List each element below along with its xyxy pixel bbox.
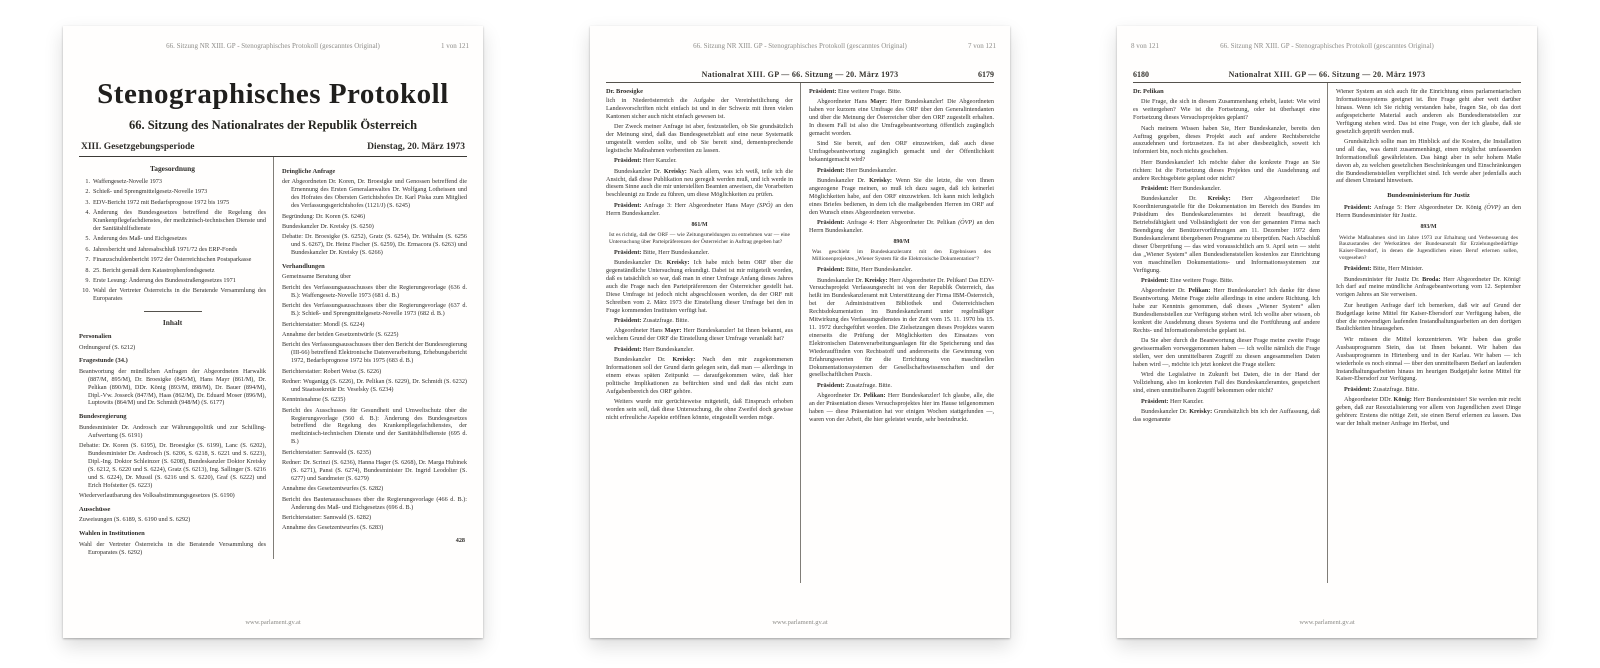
- scan-session-title: Nationalrat XIII. GP — 66. Sitzung — 20. März 1973: [1228, 70, 1426, 79]
- speaker-name: Dr. Broesigke: [606, 88, 643, 95]
- paragraph: Wird die Legislative in Zukunft bei Daten, die in der Hand der Vollziehung, also im konkreten Fall des Bundeskanzleramtes, gespeichert sind, einen unmittelbaren Zugriff bekommen oder nicht?: [1133, 371, 1320, 395]
- paragraph: Der Zweck meiner Anfrage ist aber, festzustellen, ob Sie grundsätzlich der Meinung sind, daß das Bundesgesetzblatt auf eine neue Systematik umgestellt werden sollte, und ob Sie bereit sind, dementsprechende legistische Maßnahmen vorbereiten zu lassen.: [606, 123, 793, 154]
- ministry-heading: Bundesministerium für Justiz: [1387, 192, 1470, 200]
- question-number: 861/M: [691, 221, 708, 228]
- paragraph: Redner: Dr. Scrinzi (S. 6236), Hanna Hager (S. 6268), Dr. Marga Hubinek (S. 6271), Pansi (S. 6274), Bundesminister Dr. Ingrid Leodolter (S. 6277) und Sandmeier (S. 6279): [282, 459, 467, 482]
- paragraph: Begründung: Dr. Koren (S. 6246): [282, 212, 366, 220]
- section-heading: Tagesordnung: [150, 164, 195, 173]
- paragraph: Präsident: Herr Bundeskanzler.: [614, 345, 694, 353]
- paragraph: Bundeskanzler Dr. Kreisky: Nach den mir zugekommenen Informationen soll der Grund darin gelegen sein, daß man — allerdings in einem etwas späten Zeitpunkt — daraufgekommen wäre, daß hier politische Implikationen zu befürchten sind und daß das nicht zum Aufgabenbereich des ORF gehöre.: [606, 356, 793, 395]
- footer-url: www.parlament.gv.at: [772, 619, 828, 626]
- agenda-item: 5. Änderung des Maß- und Eichgesetzes: [85, 235, 187, 243]
- paragraph: Präsident: Zusatzfrage. Bitte.: [614, 317, 689, 325]
- paragraph: Bundesminister für Justiz Dr. Broda: Herr Abgeordneter Dr. König! Ich darf auf meine mündliche Anfragebeantwortung vom 12. September vorigen Jahres an Sie verweisen.: [1336, 275, 1521, 299]
- paragraph: Debatte: Dr. Broesigke (S. 6252), Gratz (S. 6254), Dr. Withalm (S. 6256 und S. 6267), Dr. Heinz Fischer (S. 6259), Dr. Ermacora (S. 6263) und Bundeskanzler Dr. Kreisky (S. 6266): [282, 233, 467, 257]
- document-title: Stenographisches Protokoll: [97, 78, 449, 110]
- scan-session-title: Nationalrat XIII. GP — 66. Sitzung — 20. März 1973: [701, 70, 899, 79]
- subsection-heading: Verhandlungen: [282, 263, 325, 271]
- paragraph: Die Frage, die sich in diesem Zusammenhang erhebt, lautet: Wie wird es weitergehen? Wie ist die Fortsetzung, oder ist überhaupt eine Fortsetzung dieses Versuchsprojektes geplant?: [1133, 98, 1320, 122]
- subsection-heading: Bundesregierung: [79, 413, 127, 421]
- paragraph: Abgeordneter Hans Mayr: Herr Bundeskanzler! Die Abgeordneten haben vor kurzem eine Umfrage des ORF über den Generalintendanten und über die Meinung der Österreicher über den ORF zugestellt erhalten. In diesem Fall ist also die Umfragebeantwortung öffentlich zugänglich gemacht worden.: [809, 98, 994, 138]
- scan-page-number-right: 6179: [978, 70, 994, 79]
- paragraph: Bericht des Verfassungsausschusses über die Regierungsvorlage (637 d. B.): Schieß- und Sprengmittelgesetz-Novelle 1973 (682 d. B.): [282, 302, 467, 318]
- question-text: Ist es richtig, daß der ORF — wie Zeitungsmeldungen zu entnehmen war — eine Untersuchung über Parteipräferenzen der Österreicher in Auftrag gegeben hat?: [609, 232, 790, 245]
- paragraph: Wir müssen die Mittel konzentrieren. Wir haben das große Ausbauprogramm Stein, das ist Ihnen bekannt. Wir haben das Ausbauprogramm in Hirtenberg und in der Karlau. Wir haben — ich wiederhole es noch einmal — über den unmittelbaren Bedarf an laufenden Instandhaltungsarbeiten hinaus im heurigen Budgetjahr keine Mittel für Kaiser-Ebersdorf zur Verfügung.: [1336, 335, 1521, 383]
- agenda-item: 9. Erste Lesung: Änderung des Bundesstraßengesetzes 1971: [85, 276, 236, 284]
- paragraph: Wahl der Vertreter Österreichs in die Beratende Versammlung des Europarates (S. 6292): [79, 540, 266, 556]
- paragraph: Wiener System an sich auch für die Einrichtung eines parlamentarischen Informationssystems geeignet ist. Ihre Frage geht aber weit darüber hinaus. Wenn ich Sie richtig verstanden habe, fragen Sie, ob das dort aufgespeicherte Material auch anderen als Bundesdienststellen zur Verfügung stehen wird. Das ist eine Frage, von der ich glaube, daß sie gesetzlich geprüft werden muß.: [1336, 88, 1521, 135]
- paragraph: Bundeskanzler Dr. Kreisky: Herr Abgeordneter! Die Koordinierungsstelle für die Dokumentation im Bereich des Bundes im Präsidium des Bundeskanzleramtes ist derzeit beauftragt, die Betriebsfähigkeit und Vollständigkeit der von der genannten Firma nach Beendigung der Benützervorführungen am 11. Dezember 1972 dem Bundeskanzleramt übergebenen Programme zu überprüfen. Nach Abschluß dieser Überprüfung — das wird voraussichtlich am 9. April sein — steht das „Wiener System“ allen Bundesdienststellen kostenlos zur Einrichtung von maschinellen Dokumentations- und Informationssystemen zur Verfügung.: [1133, 195, 1320, 274]
- paragraph: Abgeordneter Dr. Pelikan: Herr Bundeskanzler! Ich danke für diese Beantwortung. Meine Frage zielte allerdings in eine andere Richtung. Ich habe zur Kenntnis genommen, daß dieses „Wiener System“ allen Bundesdienststellen zur Verfügung stehen wird. Ich wollte aber wissen, ob konkret die Ausdehnung dieses Systems und die Fortführung auf andere Rechts- und Informationsbereiche geplant ist.: [1133, 287, 1320, 334]
- paragraph: Präsident: Herr Bundeskanzler.: [817, 166, 897, 174]
- page-2: [590, 26, 1010, 638]
- page-counter: 1 von 121: [441, 42, 469, 50]
- column-right: [1327, 83, 1521, 583]
- page-1-header: [77, 42, 469, 50]
- question-number: 893/M: [1420, 224, 1437, 231]
- agenda-item: 3. EDV-Bericht 1972 mit Bedarfsprognose 1972 bis 1975: [85, 198, 230, 206]
- question-text: Welche Maßnahmen sind im Jahre 1973 zur Erhaltung und Verbesserung des Bauzustandes der Werkstätten der Bundesanstalt für Erziehungsbedürftige Kaiser-Ebersdorf, in denen die Jugendlichen einen Beruf erlernen sollen, vorgesehen?: [1339, 234, 1518, 262]
- subsection-heading: Ausschüsse: [79, 505, 111, 513]
- header-title: 66. Sitzung NR XIII. GP - Stenographisches Protokoll (gescanntes Original): [166, 42, 380, 50]
- paragraph: Bundesminister Dr. Androsch zur Währungspolitik und zur Schilling-Aufwertung (S. 6191): [79, 423, 266, 439]
- agenda-item: 1. Waffengesetz-Novelle 1973: [85, 177, 162, 185]
- paragraph: Bundeskanzler Dr. Kreisky: Ich habe mich beim ORF über die gegenständliche Untersuchung erkundigt. Dabei ist mir mitgeteilt worden, daß es tatsächlich so war, daß man in einer Umfrage Anfang dieses Jahres auch die Frage nach den Parteipräferenzen der Österreicher gestellt hat. Diese Umfrage ist jedoch nicht abgeschlossen worden, da der ORF mit Schreiben vom 2. März 1973 die Einstellung dieser Umfrage bei den in Frage kommenden Instituten verfügt hat.: [606, 259, 793, 314]
- session-date: Dienstag, 20. März 1973: [367, 142, 465, 152]
- subsection-heading: Fragestunde (34.): [79, 357, 128, 365]
- paragraph: Berichterstatter: Mondl (S. 6224): [282, 320, 365, 328]
- paragraph: Präsident: Eine weitere Frage. Bitte.: [809, 88, 902, 95]
- column-right: [800, 83, 994, 583]
- paragraph: Kenntnisnahme (S. 6235): [282, 396, 346, 404]
- paragraph: Bericht des Bautenausschusses über die Regierungsvorlage (466 d. B.): Änderung des Maß- und Eichgesetzes (696 d. B.): [282, 495, 467, 511]
- paragraph: Annahme der beiden Gesetzentwürfe (S. 6225): [282, 330, 399, 338]
- paragraph: Präsident: Herr Bundeskanzler.: [1141, 184, 1221, 192]
- column-left: [1133, 83, 1327, 583]
- paragraph: Redner: Wuganigg (S. 6226), Dr. Pelikan (S. 6229), Dr. Schmidt (S. 6232) und Staatssekretär Dr. Veselsky (S. 6234): [282, 377, 467, 393]
- agenda-list: [79, 178, 266, 303]
- paragraph: Bundeskanzler Dr. Kreisky: Grundsätzlich bin ich der Auffassung, daß das sogenannte: [1133, 408, 1320, 423]
- page-2-columns: [606, 83, 994, 583]
- agenda-item: 7. Finanzschuldenbericht 1972 der Österreichischen Postsparkasse: [85, 256, 252, 264]
- agenda-item: 2. Schieß- und Sprengmittelgesetz-Novelle 1973: [85, 188, 208, 196]
- paragraph: Herr Bundeskanzler! Ich möchte daher die konkrete Frage an Sie richten: Ist die Fortsetzung dieses Projektes und die Ausdehnung auf andere Rechtsgebiete geplant oder nicht?: [1133, 158, 1320, 182]
- footer-url: www.parlament.gv.at: [245, 619, 301, 626]
- question-text: Was geschieht im Bundeskanzleramt mit den Ergebnissen des Millionenprojektes „Wiener System für die Elektronische Dokumentation“?: [812, 249, 991, 263]
- agenda-item: 4. Änderung des Bundesgesetzes betreffend die Regelung des Krankenpflegefachdienstes, der medizinisch-technischen Dienste und der Sanitätshilfsdienste: [85, 209, 266, 232]
- page-3-header: [1131, 42, 1523, 50]
- divider-rule: [144, 311, 202, 312]
- paragraph: Bericht des Verfassungsausschusses über die Regierungsvorlage (636 d. B.): Waffengesetz-Novelle 1973 (681 d. B.): [282, 283, 467, 299]
- paragraph: Zuweisungen (S. 6189, S. 6190 und S. 6292): [79, 516, 191, 524]
- paragraph: Nach meinem Wissen haben Sie, Herr Bundeskanzler, bereits den Auftrag gegeben, dieses Projekt auch auf andere Rechtsbereiche auszudehnen und fortzusetzen. Es ist aber diesbezüglich, soweit ich informiert bin, noch nichts geschehen.: [1133, 124, 1320, 156]
- paragraph: Debatte: Dr. Koren (S. 6195), Dr. Broesigke (S. 6199), Lanc (S. 6202), Bundesminister Dr. Androsch (S. 6206, S. 6218, S. 6221 und S. 6223), Dipl.-Ing. Doktor Schleinzer (S. 6208), Bundeskanzler Doktor Kreisky (S. 6212, S. 6220 und S. 6224), Gratz (S. 6213), Ing. Sallinger (S. 6216 und S. 6224), Dr. Mussil (S. 6216 und S. 6220), Graf (S. 6222) und Erich Hofstetter (S. 6223): [79, 442, 266, 489]
- legislature-period: XIII. Gesetzgebungsperiode: [81, 142, 195, 152]
- paragraph: Präsident: Bitte, Herr Bundeskanzler.: [817, 266, 913, 274]
- paragraph: Präsident: Eine weitere Frage. Bitte.: [1141, 276, 1234, 284]
- paragraph: Ordnungsruf (S. 6212): [79, 343, 136, 351]
- agenda-item: 6. Jahresbericht und Jahresabschluß 1971/72 des ERP-Fonds: [85, 245, 238, 253]
- scan-page-number-left: 6180: [1133, 70, 1149, 79]
- paragraph: Präsident: Zusatzfrage. Bitte.: [817, 381, 892, 389]
- sheet-number: 428: [455, 537, 465, 545]
- paragraph: Präsident: Zusatzfrage. Bitte.: [1344, 385, 1419, 393]
- document-subtitle: 66. Sitzung des Nationalrates der Republik Österreich: [128, 118, 418, 132]
- subsection-heading: Wahlen in Institutionen: [79, 530, 145, 538]
- header-title: 66. Sitzung NR XIII. GP - Stenographisches Protokoll (gescanntes Original): [1220, 42, 1434, 50]
- paragraph: Abgeordneter DDr. König: Herr Bundesminister! Sie werden mir recht geben, daß zur Resozialisierung vor allem von Jugendlichen zwei Dinge gehören: Erstens die nötige Zeit, sie einen Beruf erlernen zu lassen. Das war der Inhalt meiner Anfrage im Herbst, und: [1336, 396, 1521, 427]
- subsection-heading: Dringliche Anfrage: [282, 168, 336, 175]
- paragraph: Bericht des Ausschusses für Gesundheit und Umweltschutz über die Regierungsvorlage (560 d. B.): Änderung des Bundesgesetzes betreffend die Regelung des Krankenpflegefachdienstes, der medizinisch-technischen Dienste und der Sanitätshilfsdienste (695 d. B.): [282, 406, 467, 446]
- agenda-item: 8. 25. Bericht gemäß dem Katastrophenfondsgesetz: [85, 266, 215, 274]
- page-counter: 7 von 121: [968, 42, 996, 50]
- paragraph: Bundeskanzler Dr. Kreisky: Nach allem, was ich weiß, teile ich die Ansicht, daß diese Publikation neu geregelt werden muß, und ich werde in diesem Sinne auch die mir unterstellten Beamten anweisen, die Vorarbeiten beschleunigt zu Ende zu führen, um diese Möglichkeiten zu prüfen.: [606, 167, 793, 199]
- paragraph: lich in Niederösterreich die Aufgabe der Vereinheitlichung der Landesvorschriften nicht einfach ist und in der Schweiz mit ihren vielen Kantonen sicher auch nicht einfach gewesen ist.: [606, 96, 793, 120]
- page-counter: 8 von 121: [1131, 42, 1159, 50]
- column-right: [273, 157, 467, 559]
- paragraph: Da Sie aber durch die Beantwortung dieser Frage meine zweite Frage gewissermaßen vorweggenommen haben — ich wollte nämlich die Frage stellen, wer den unmittelbaren Zugriff zu diesen angesammelten Daten haben wird —, möchte ich jetzt konkret die Frage stellen:: [1133, 337, 1320, 368]
- paragraph: Beantwortung der mündlichen Anfragen der Abgeordneten Harwalik (887/M, 895/M), Dr. Broesigke (845/M), Hans Mayr (861/M), Dr. Pelikan (890/M), DDr. König (893/M, 898/M), Dr. Bauer (894/M), Dipl.-Vw. Josseck (847/M), Haas (862/M), Dr. Eduard Moser (896/M), Luptowits (864/M) und Dr. Schmidt (948/M) (S. 6177): [79, 367, 266, 407]
- question-number: 890/M: [893, 238, 910, 245]
- paragraph: Präsident: Herr Kanzler.: [614, 157, 677, 165]
- subsection-heading: Personalien: [79, 333, 112, 341]
- paragraph: Berichterstatter: Robert Weisz (S. 6226): [282, 367, 382, 375]
- page-1: [63, 26, 483, 638]
- paragraph: Zur heutigen Anfrage darf ich bemerken, daß wir auf Grund der Budgetlage keine Mittel für Kaiser-Ebersdorf zur Verfügung haben, die über die notwendigen laufenden Instandhaltungsarbeiten an den dortigen Baulichkeiten hinausgehen.: [1336, 301, 1521, 333]
- paragraph: Berichterstatter: Samwald (S. 6235): [282, 448, 372, 456]
- paragraph: Gemeinsame Beratung über: [282, 273, 352, 281]
- paragraph: Bundeskanzler Dr. Kreisky (S. 6250): [282, 222, 374, 230]
- header-title: 66. Sitzung NR XIII. GP - Stenographisches Protokoll (gescanntes Original): [693, 42, 907, 50]
- paragraph: Annahme des Gesetzentwurfes (S. 6283): [282, 524, 384, 532]
- scan-header: [1133, 70, 1521, 83]
- paragraph: Wiederverlautbarung des Volksabstimmungsgesetzes (S. 6190): [79, 492, 235, 499]
- paragraph: Bundeskanzler Dr. Kreisky: Herr Abgeordneter Dr. Pelikan! Das EDV-Versuchsprojekt Verfassungsrecht ist von der Republik Österreich, das heißt im Bundeskanzleramt mit Unterstützung der Firma IBM-Österreich, bei der Administrativen Bibliothek und Österreichischen Rechtsdokumentation im Bundeskanzleramt unter regelmäßiger Mitwirkung des Verfassungsdienstes in der Zeit vom 15. 11. 1970 bis 15. 11. 1972 durchgeführt worden. Die Zielsetzungen dieses Projektes waren einerseits die Prüfung der Möglichkeiten des Einsatzes von Elektronischen Datenverarbeitungsanlagen für die Speicherung und das Wiederauffinden von Rechtsstoff und andererseits die Gewinnung von Erfahrungswerten für die Errichtung von maschinellen Dokumentationssystemen der Gesellschaftswissenschaften und der gesellschaftlichen Praxis.: [809, 276, 994, 379]
- paragraph: Präsident: Bitte, Herr Minister.: [1344, 265, 1424, 273]
- paragraph: Abgeordneter Dr. Pelikan: Herr Bundeskanzler! Ich glaube, alle, die an der Präsentation dieses Versuchsprojektes hier im Hause teilgenommen haben — diese Präsentation hat vor einigen Wochen stattgefunden —, waren von der Arbeit, die hier geleistet wurde, sehr beeindruckt.: [809, 392, 994, 423]
- page-3-columns: [1133, 83, 1521, 583]
- paragraph: Präsident: Bitte, Herr Bundeskanzler.: [614, 248, 710, 256]
- paragraph: Präsident: Herr Kanzler.: [1141, 397, 1204, 405]
- paragraph: Weiters wurde mir gerüchteweise mitgeteilt, daß Einspruch erhoben worden sein soll, daß diese Untersuchung, die ohne Zweifel doch gewisse nicht erfreuliche Aspekte eröffnen könnte, eingestellt werden möge.: [606, 398, 793, 422]
- column-left: [606, 83, 800, 583]
- scan-header: [606, 70, 994, 83]
- paragraph: Grundsätzlich sollte man im Hinblick auf die Kosten, die Installation und all das, was damit zusammenhängt, einen möglichst umfassenden Informationsfluß gewährleisten. Das hängt aber in sehr hohem Maße davon ab, zu welchen gesetzlichen Beschränkungen und Einschränkungen die Bundesdienststellen verpflichtet sind. Ich werde aber jedenfalls auch auf diesen Umstand hinweisen.: [1336, 137, 1521, 185]
- paragraph: Präsident: Anfrage 3: Herr Abgeordneter Hans Mayr (SPÖ) an den Herrn Bundeskanzler.: [606, 201, 793, 217]
- paragraph: Präsident: Anfrage 4: Herr Abgeordneter Dr. Pelikan (ÖVP) an den Herrn Bundeskanzler.: [809, 219, 994, 234]
- agenda-item: 10. Wahl der Vertreter Österreichs in die Beratende Versammlung des Europarates: [82, 287, 266, 303]
- paragraph: Sind Sie bereit, auf den ORF einzuwirken, daß auch diese Umfragebeantwortung zugänglich gemacht und der Öffentlichkeit bekanntgemacht wird?: [809, 140, 994, 164]
- section-heading: Inhalt: [162, 318, 183, 328]
- page-2-header: [604, 42, 996, 50]
- paragraph: der Abgeordneten Dr. Koren, Dr. Broesigke und Genossen betreffend die Ernennung des Ersten Generalanwaltes Dr. Wolfgang Lotheissen und des Hofrates des Obersten Gerichtshofes Dr. Karl Piska zum Mitglied des Verfassungsgerichtshofes (1121/J) (S. 6245): [282, 178, 467, 210]
- paragraph: Berichterstatter: Samwald (S. 6282): [282, 514, 372, 522]
- paragraph: Bundeskanzler Dr. Kreisky: Wenn Sie die letzte, die von Ihnen angezogene Frage meinen, so muß ich dazu sagen, daß ich keinerlei Möglichkeiten habe, auf den ORF einzuwirken. Ich kann mich lediglich eines Briefes bedienen, in dem ich die maßgebenden Herren im ORF auf den Wunsch eines Abgeordneten verweise.: [809, 177, 994, 216]
- speaker-name: Dr. Pelikan: [1133, 88, 1164, 95]
- paragraph: Präsident: Anfrage 5: Herr Abgeordneter Dr. König (ÖVP) an den Herrn Bundesminister für Justiz.: [1336, 204, 1521, 220]
- page-1-columns: [79, 157, 467, 559]
- paragraph: Bericht des Verfassungsausschusses über den Bericht der Bundesregierung (III-66) betreffend Elektronische Datenverarbeitung, Erhebungsbericht 1972, Bedarfsprognose 1972 bis 1975 (683 d. B.): [282, 341, 467, 365]
- paragraph: Annahme des Gesetzentwurfes (S. 6282): [282, 485, 384, 493]
- meta-row: [79, 142, 467, 157]
- paragraph: Abgeordneter Hans Mayr: Herr Bundeskanzler! Ist Ihnen bekannt, aus welchem Grund der ORF die Einstellung dieser Umfrage veranlaßt hat?: [606, 327, 794, 343]
- column-left: [79, 157, 273, 559]
- footer-url: www.parlament.gv.at: [1299, 619, 1355, 626]
- page-3: [1117, 26, 1537, 638]
